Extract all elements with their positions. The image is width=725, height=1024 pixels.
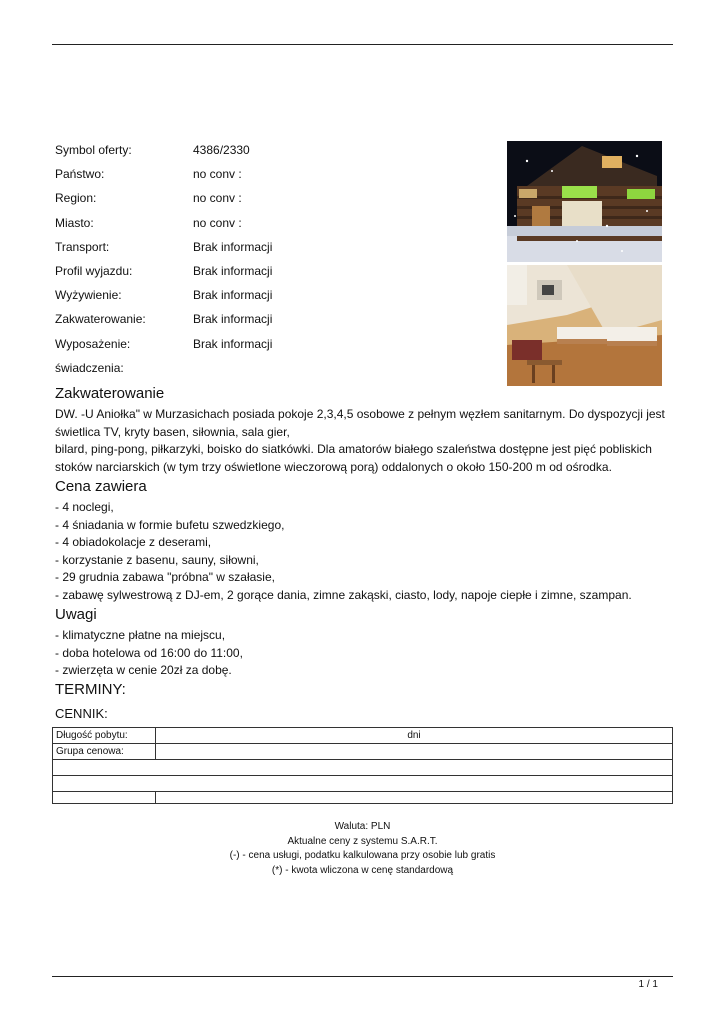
list-item: - klimatyczne płatne na miejscu, <box>55 628 226 642</box>
table-row <box>53 744 673 760</box>
header-rule <box>52 44 673 45</box>
info-row <box>55 309 495 333</box>
info-value: Brak informacji <box>193 239 273 254</box>
list-item: - 4 obiadokolacje z deserami, <box>55 535 212 549</box>
info-row <box>55 188 495 212</box>
table-cell <box>156 792 673 804</box>
info-label: świadczenia: <box>55 360 124 375</box>
list-item: - zwierzęta w cenie 20zł za dobę. <box>55 663 232 677</box>
note-line: Waluta: PLN <box>334 821 391 832</box>
info-value: Brak informacji <box>193 312 273 327</box>
info-row <box>55 261 495 285</box>
info-label: Zakwaterowanie: <box>55 312 146 327</box>
table-cell <box>53 776 673 792</box>
table-cell <box>156 744 673 760</box>
info-row <box>55 334 495 358</box>
info-value: no conv : <box>193 167 242 182</box>
info-label: Symbol oferty: <box>55 143 132 157</box>
info-value: Brak informacji <box>193 288 273 303</box>
paragraph-line: bilard, ping-pong, piłkarzyki, boisko do siatkówki. Dla amatorów białego szaleństwa dostępne jest pięć pobliskich stoków narciarskich (w tym trzy oświetlone wieczorową porą) oddalonych o około 150-200 m od ośrodka. <box>55 442 652 474</box>
info-row <box>55 237 495 261</box>
info-label: Wyposażenie: <box>55 336 131 351</box>
info-label: Region: <box>55 191 97 206</box>
terminy-heading: TERMINY: <box>55 681 126 698</box>
info-value: no conv : <box>193 215 242 230</box>
pricing-notes <box>0 820 725 878</box>
paragraph-line: DW. -U Aniołka" w Murzasichach posiada pokoje 2,3,4,5 osobowe z pełnym węzłem sanitarnym. Do dyspozycji jest świetlica TV, kryty basen, siłownia, sala gier, <box>55 407 665 439</box>
table-row <box>53 760 673 776</box>
info-row <box>55 140 495 164</box>
section-heading: Cena zawiera <box>55 478 147 495</box>
info-row <box>55 164 495 188</box>
note-line: (*) - kwota wliczona w cenę standardową <box>271 864 454 876</box>
offer-info-list <box>55 140 495 382</box>
table-cell <box>53 792 156 804</box>
photo-room-interior <box>507 265 662 386</box>
zakwaterowanie-section <box>55 385 675 476</box>
info-label: Profil wyjazdu: <box>55 263 133 278</box>
note-line: Aktualne ceny z systemu S.A.R.T. <box>287 835 438 847</box>
info-value: no conv : <box>193 191 242 206</box>
table-cell: Grupa cenowa: <box>53 744 156 760</box>
info-label: Państwo: <box>55 167 105 182</box>
list-item: - 29 grudnia zabawa "próbna" w szałasie, <box>55 570 275 584</box>
info-value: Brak informacji <box>193 263 273 278</box>
table-row <box>53 728 673 744</box>
list-item: - 4 śniadania w formie bufetu szwedzkiego, <box>55 517 285 532</box>
footer-rule <box>52 976 673 977</box>
table-cell <box>53 760 673 776</box>
uwagi-section <box>55 606 675 680</box>
table-cell: dni <box>156 728 673 744</box>
info-label: Miasto: <box>55 215 94 230</box>
info-label: Wyżywienie: <box>55 288 122 303</box>
info-value: Brak informacji <box>193 336 273 351</box>
list-item: - korzystanie z basenu, sauny, siłowni, <box>55 552 259 567</box>
table-cell: Długość pobytu: <box>53 728 156 744</box>
info-row <box>55 358 495 382</box>
note-line: (-) - cena usługi, podatku kalkulowana przy osobie lub gratis <box>229 850 496 861</box>
page-number: 1 / 1 <box>638 979 658 990</box>
info-value: 4386/2330 <box>193 143 250 157</box>
list-item: - doba hotelowa od 16:00 do 11:00, <box>55 645 243 660</box>
info-row <box>55 285 495 309</box>
price-table <box>52 727 673 804</box>
table-row <box>53 792 673 804</box>
section-heading: Zakwaterowanie <box>55 385 165 402</box>
list-item: - 4 noclegi, <box>55 500 114 514</box>
cennik-heading: CENNIK: <box>55 706 108 721</box>
info-label: Transport: <box>55 239 110 254</box>
section-heading: Uwagi <box>55 606 97 623</box>
list-item: - zabawę sylwestrową z DJ-em, 2 gorące dania, zimne zakąski, ciasto, lody, napoje ciepłe i zimne, szampan. <box>55 587 632 602</box>
table-row <box>53 776 673 792</box>
photo-chalet-night <box>507 141 662 262</box>
cena-zawiera-section <box>55 478 675 604</box>
info-row <box>55 213 495 237</box>
